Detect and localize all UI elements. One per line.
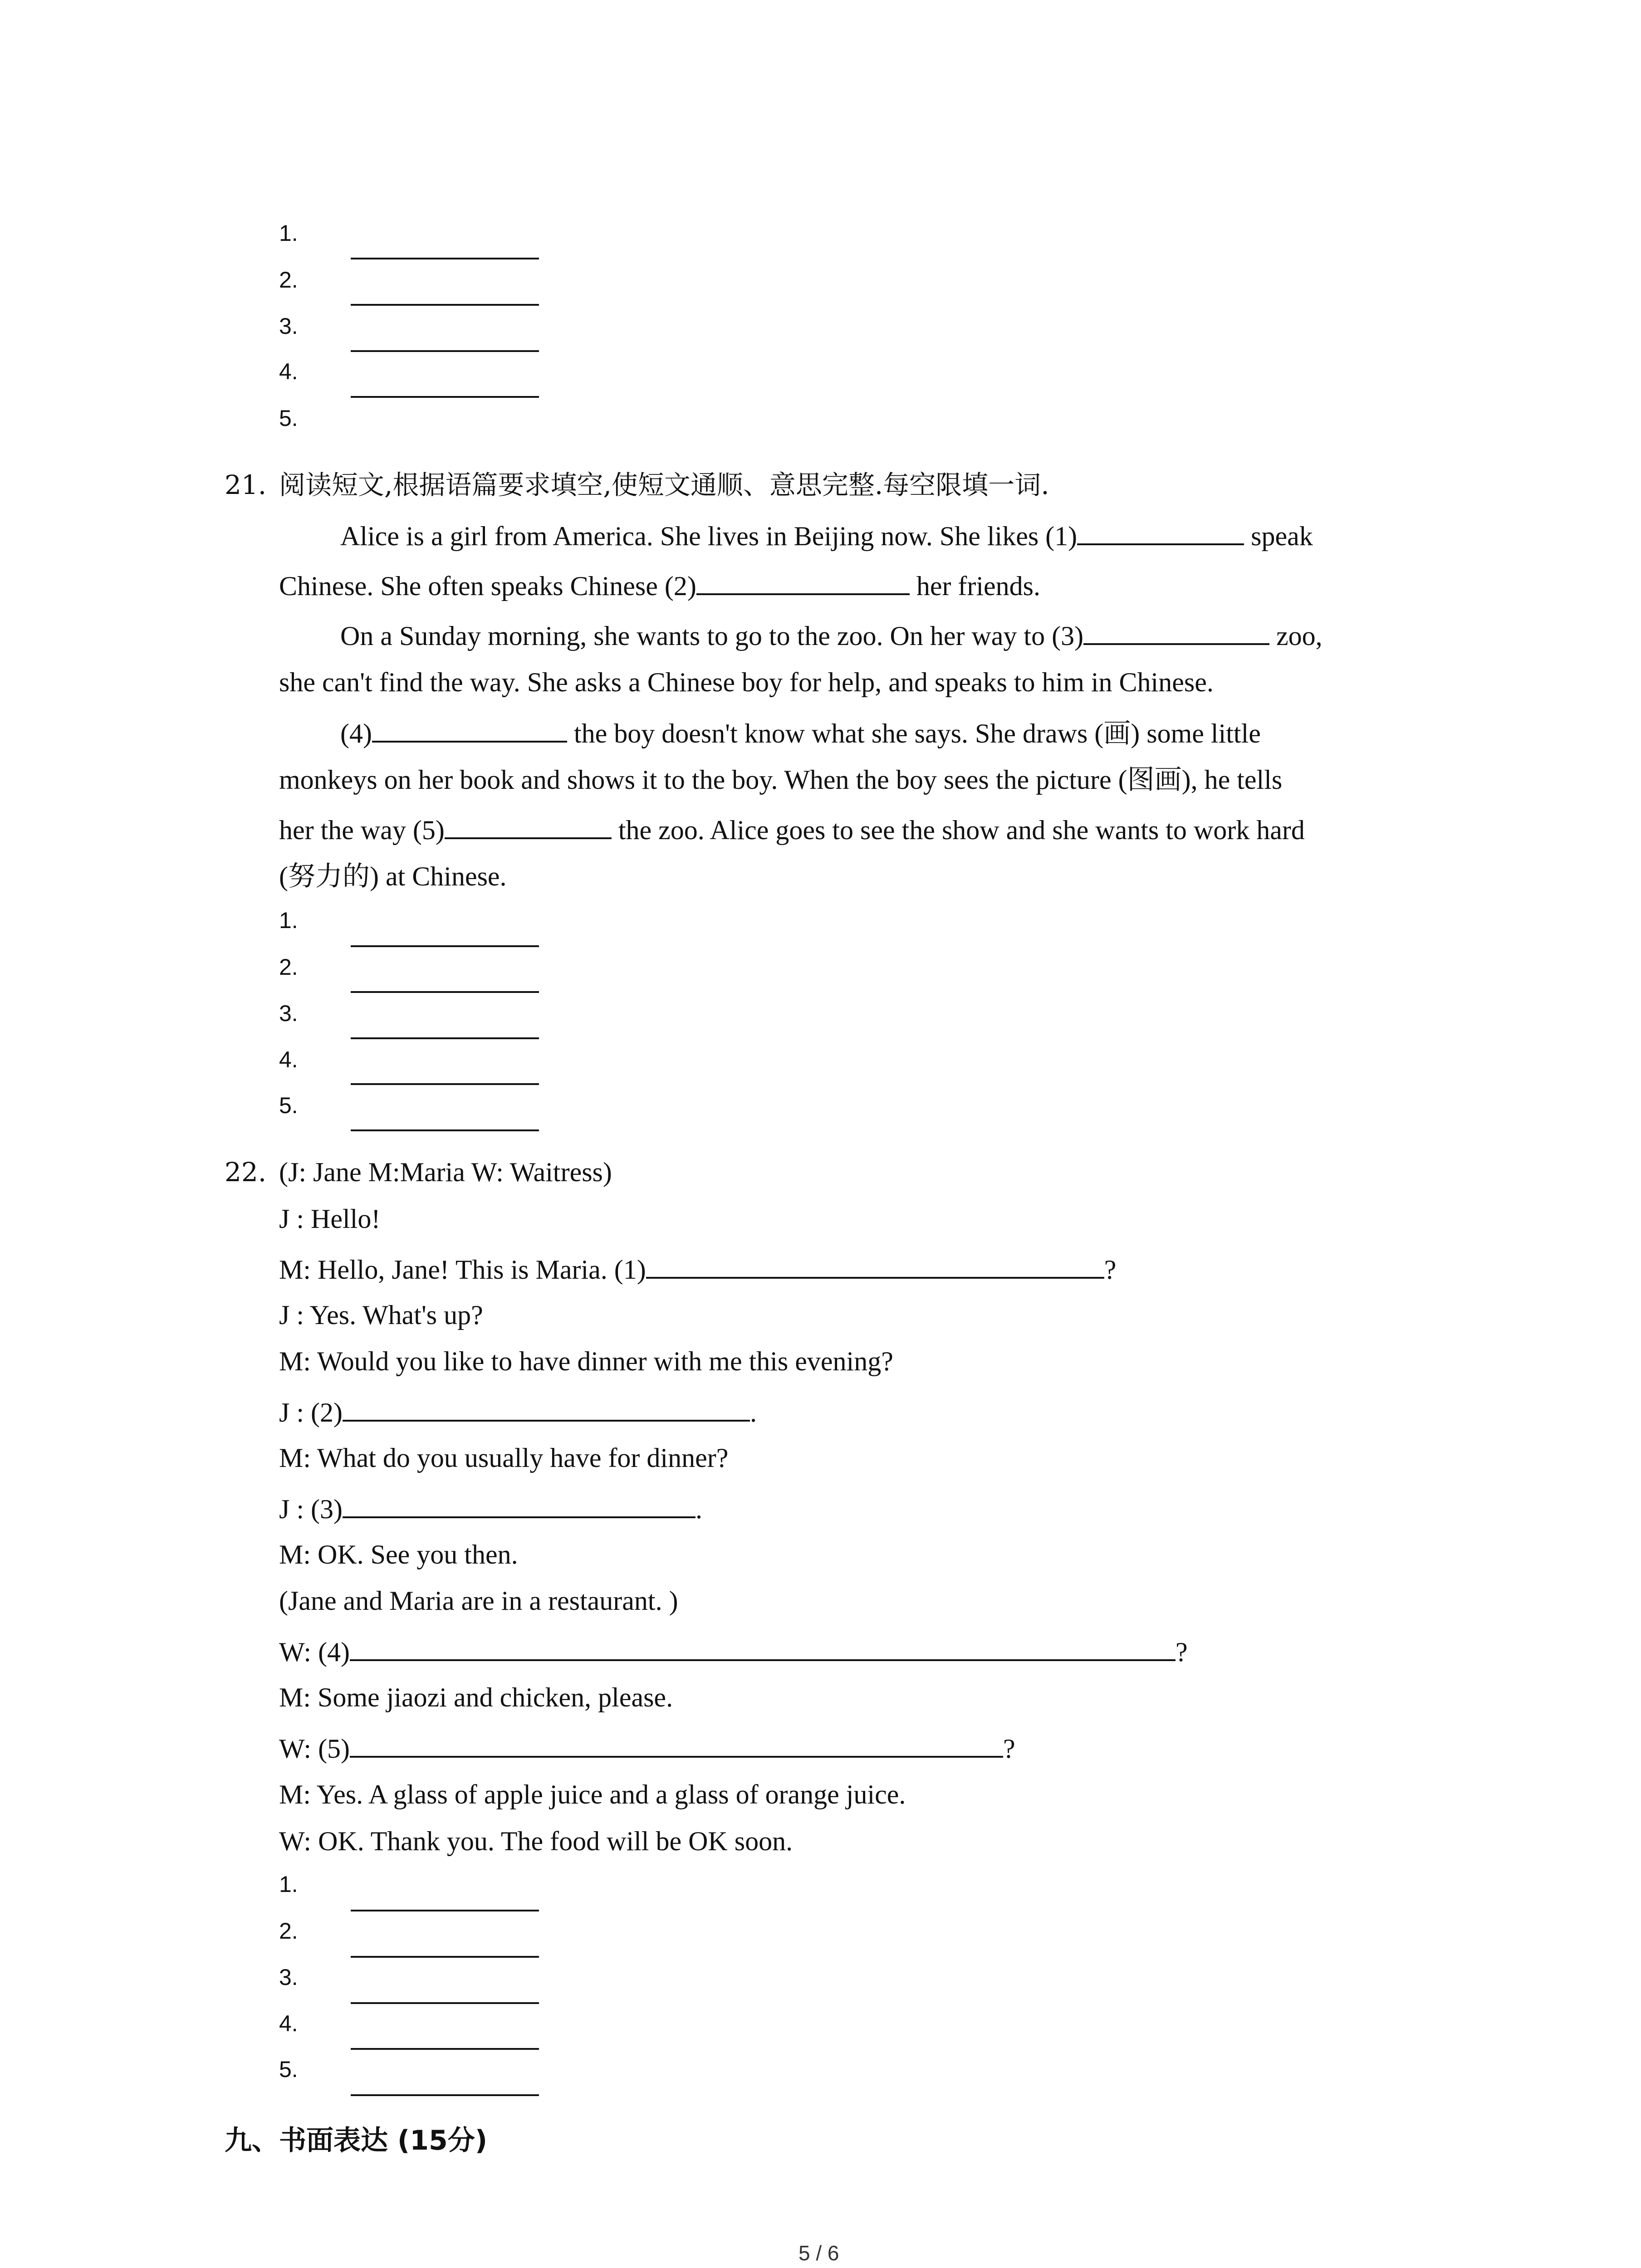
answer-blank[interactable] [351,945,539,947]
passage-line [279,567,1040,604]
dialogue-line: M: Would you like to have dinner with me this evening? [279,1346,893,1376]
dialogue-blank-4[interactable] [350,1633,1176,1661]
dialogue-text: W: (4) [279,1637,350,1667]
answer-label: 2. [279,954,298,980]
passage-text: the zoo. Alice goes to see the show and she wants to work hard [611,815,1305,845]
dialogue-line [279,1730,1015,1766]
answer-blank[interactable] [351,1910,539,1911]
passage-text: her the way (5) [279,815,445,845]
answer-label: 2. [279,1918,298,1944]
answer-blank[interactable] [351,1083,539,1085]
answer-label: 1. [279,1872,298,1897]
answer-blank[interactable] [351,2002,539,2004]
answer-blank[interactable] [351,991,539,993]
dialogue-text: W: (5) [279,1734,350,1764]
passage-text: speak [1244,521,1313,551]
dialogue-text: ? [1104,1255,1117,1285]
question-number: 22. [225,1157,267,1188]
answer-label: 5. [279,406,298,431]
answer-blank[interactable] [351,1037,539,1039]
passage-line [340,517,1313,554]
passage-text: the boy doesn't know what she says. She draws (画) some little [567,719,1261,748]
dialogue-line: J : Yes. What's up? [279,1300,483,1330]
answer-blank[interactable] [351,258,539,259]
answer-label: 4. [279,1047,298,1072]
passage-blank-4[interactable] [372,714,567,743]
passage-text: zoo, [1269,621,1323,651]
passage-blank-5[interactable] [445,811,612,839]
answer-blank[interactable] [351,1129,539,1131]
answer-label: 4. [279,2011,298,2036]
passage-blank-1[interactable] [1077,517,1244,545]
dialogue-text: . [695,1494,702,1524]
dialogue-text: J : (2) [279,1398,343,1427]
dialogue-blank-1[interactable] [646,1251,1104,1279]
passage-line: monkeys on her book and shows it to the boy. When the boy sees the picture (图画), he tells [279,765,1283,795]
passage-line: she can't find the way. She asks a Chinese boy for help, and speaks to him in Chinese. [279,667,1214,697]
answer-label: 5. [279,1093,298,1118]
dialogue-line [279,1393,757,1430]
answer-label: 1. [279,220,298,246]
dialogue-line [279,1251,1116,1287]
dialogue-text: M: Hello, Jane! This is Maria. (1) [279,1255,646,1285]
answer-blank[interactable] [351,350,539,352]
passage-blank-3[interactable] [1083,617,1269,645]
passage-line [279,811,1305,848]
answer-blank[interactable] [351,304,539,306]
dialogue-line [279,1633,1188,1670]
dialogue-line: M: Some jiaozi and chicken, please. [279,1682,673,1712]
answer-label: 5. [279,2057,298,2082]
dialogue-line: W: OK. Thank you. The food will be OK soon. [279,1826,793,1856]
dialogue-line [279,1490,702,1527]
dialogue-line: M: Yes. A glass of apple juice and a glass of orange juice. [279,1779,906,1809]
passage-text: (4) [340,719,372,748]
dialogue-line: M: OK. See you then. [279,1540,518,1569]
answer-blank[interactable] [351,1956,539,1958]
passage-blank-2[interactable] [696,567,910,595]
answer-label: 3. [279,313,298,339]
dialogue-text: ? [1003,1734,1015,1764]
dialogue-blank-3[interactable] [343,1490,696,1518]
section-heading: 九、书面表达 (15分) [225,2125,488,2156]
dialogue-line: (Jane and Maria are in a restaurant. ) [279,1586,678,1616]
dialogue-text: . [749,1398,757,1427]
passage-line: (努力的) at Chinese. [279,861,507,891]
passage-text: Chinese. She often speaks Chinese (2) [279,571,696,601]
answer-blank[interactable] [351,2094,539,2096]
passage-text: On a Sunday morning, she wants to go to the zoo. On her way to (3) [340,621,1084,651]
page-number: 5 / 6 [798,2241,839,2265]
dialogue-line: J : Hello! [279,1204,381,1234]
answer-label: 3. [279,1965,298,1990]
answer-label: 2. [279,267,298,293]
passage-line [340,617,1323,654]
passage-text: Alice is a girl from America. She lives in Beijing now. She likes (1) [340,521,1078,551]
answer-label: 4. [279,359,298,384]
passage-text: her friends. [909,571,1041,601]
dialogue-blank-5[interactable] [350,1730,1003,1758]
dialogue-text: J : (3) [279,1494,343,1524]
answer-blank[interactable] [351,396,539,398]
answer-blank[interactable] [351,2048,539,2050]
dialogue-header: (J: Jane M:Maria W: Waitress) [279,1157,612,1187]
answer-label: 3. [279,1001,298,1026]
question-number: 21. [225,469,267,500]
passage-line [340,714,1261,751]
question-instruction: 阅读短文,根据语篇要求填空,使短文通顺、意思完整.每空限填一词. [279,469,1049,500]
dialogue-line: M: What do you usually have for dinner? [279,1443,729,1473]
dialogue-blank-2[interactable] [343,1393,750,1422]
answer-label: 1. [279,908,298,933]
dialogue-text: ? [1176,1637,1188,1667]
